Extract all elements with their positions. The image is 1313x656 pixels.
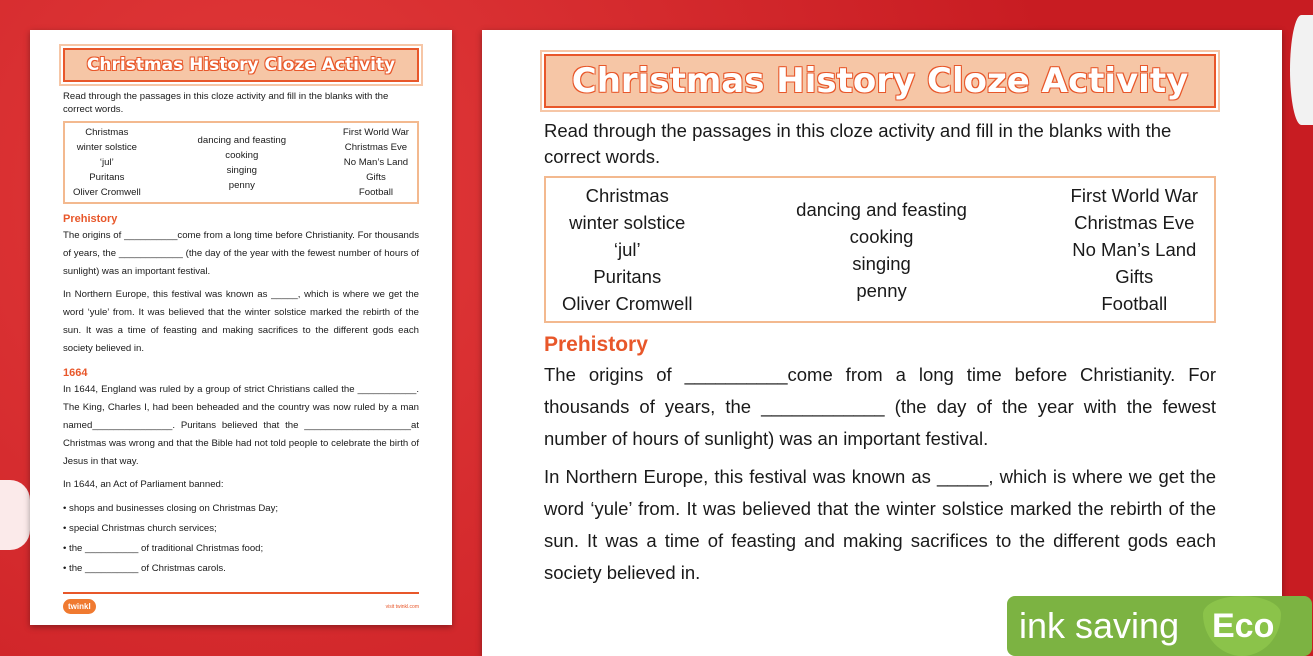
word-bank-column xyxy=(198,133,287,193)
section-heading: Prehistory xyxy=(544,333,648,356)
badge-text: ink saving xyxy=(1019,605,1180,646)
word-bank-word: cooking xyxy=(849,225,914,247)
word-bank-column xyxy=(1071,182,1198,317)
word-bank-column xyxy=(796,196,967,304)
snow-decoration xyxy=(0,480,30,550)
bullet-item: • special Christmas church services; xyxy=(63,523,217,534)
word-bank-word: dancing and feasting xyxy=(796,198,967,220)
bullet-item: • the __________ of Christmas carols. xyxy=(63,563,226,574)
word-bank xyxy=(63,121,419,204)
word-bank-word: Christmas Eve xyxy=(1074,212,1195,233)
word-bank-word: First World War xyxy=(1070,185,1198,206)
word-bank-word: ‘jul’ xyxy=(99,157,114,168)
word-bank-word: No Man’s Land xyxy=(1072,239,1197,260)
worksheet-title: Christmas History Cloze Activity xyxy=(63,48,419,82)
word-bank-word: Football xyxy=(358,187,394,198)
passage-paragraph: In Northern Europe, this festival was known as _____, which is where we get the word ‘yule’ from. It was believed that the winter solstice marked the rebirth of the sun. It was a time of feasting and making sacrifices to the different gods each society believed in. xyxy=(63,289,419,354)
word-bank-word: Oliver Cromwell xyxy=(73,187,141,198)
word-bank-word: Gifts xyxy=(366,172,386,183)
word-bank-word: No Man’s Land xyxy=(343,157,409,168)
word-bank-column xyxy=(343,125,409,200)
instructions: Read through the passages in this cloze activity and fill in the blanks with the correct words. xyxy=(63,91,389,115)
worksheet-title: Christmas History Cloze Activity xyxy=(544,54,1216,108)
ink-saving-eco-badge xyxy=(1007,596,1312,656)
word-bank-word: singing xyxy=(852,252,911,274)
footer-url: visit twinkl.com xyxy=(385,604,419,610)
worksheet-page-large xyxy=(482,30,1282,656)
word-bank-word: Christmas xyxy=(585,185,669,206)
word-bank-word: Oliver Cromwell xyxy=(562,293,693,314)
word-bank-word: dancing and feasting xyxy=(197,134,287,146)
word-bank-column xyxy=(562,182,693,317)
word-bank-word: penny xyxy=(856,279,907,301)
word-bank-word: winter solstice xyxy=(569,212,686,233)
passage-paragraph: The origins of __________come from a long time before Christianity. For thousands of years, the ____________ (the day of the year with the fewest number of hours of sunlight) was an important festival. xyxy=(63,230,419,277)
word-bank-word: Puritans xyxy=(89,172,125,183)
bullet-item: • shops and businesses closing on Christmas Day; xyxy=(63,503,279,514)
section-heading: Prehistory xyxy=(63,213,118,225)
passage-paragraph: The origins of __________come from a long time before Christianity. For thousands of years, the ____________ (the day of the year with the fewest number of hours of sunlight) was an important festival. xyxy=(544,364,1216,449)
word-bank-word: cooking xyxy=(225,149,259,161)
section-heading: 1664 xyxy=(63,367,88,379)
word-bank-column xyxy=(73,125,141,200)
passage-paragraph: In Northern Europe, this festival was known as _____, which is where we get the word ‘yule’ from. It was believed that the winter solstice marked the rebirth of the sun. It was a time of feasting and making sacrifices to the different gods each society believed in. xyxy=(544,466,1216,583)
word-bank-word: singing xyxy=(226,164,257,176)
passage-paragraph: In 1644, an Act of Parliament banned: xyxy=(63,479,224,490)
word-bank-word: Puritans xyxy=(593,266,662,287)
instructions: Read through the passages in this cloze activity and fill in the blanks with the correct words. xyxy=(544,120,1172,167)
word-bank xyxy=(544,176,1216,323)
badge-eco-label: Eco xyxy=(1212,607,1275,645)
word-bank-word: winter solstice xyxy=(76,142,137,153)
bullet-item: • the __________ of traditional Christmas food; xyxy=(63,543,264,554)
word-bank-word: Christmas xyxy=(85,127,129,138)
passage-paragraph: In 1644, England was ruled by a group of strict Christians called the ___________. The King, Charles I, had been beheaded and the country was now ruled by a man named_______________. Puritans believed that the ____________________at Christmas was wrong and that the Bible had not told people to celebrate the birth of Jesus in that way. xyxy=(63,384,419,467)
worksheet-page-thumbnail[interactable] xyxy=(30,30,452,625)
word-bank-word: First World War xyxy=(342,127,409,138)
word-bank-word: Christmas Eve xyxy=(344,142,408,153)
page-footer xyxy=(63,592,419,614)
moon-decoration xyxy=(1290,15,1313,125)
word-bank-word: Football xyxy=(1101,293,1168,314)
word-bank-word: penny xyxy=(228,179,255,191)
word-bank-word: ‘jul’ xyxy=(613,239,641,260)
twinkl-logo: twinkl xyxy=(63,599,96,614)
word-bank-word: Gifts xyxy=(1115,266,1154,287)
